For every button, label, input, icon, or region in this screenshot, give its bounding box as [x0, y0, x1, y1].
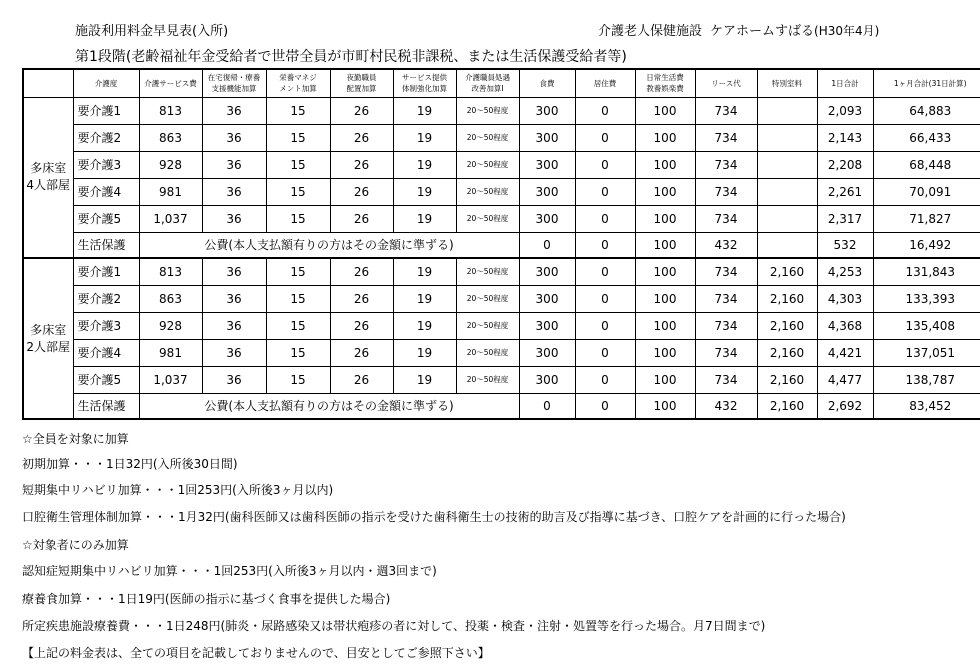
room-type-cell: 多床室 4人部屋: [23, 97, 73, 258]
day-total-cell: 2,317: [817, 205, 873, 232]
lease-cell: 432: [695, 393, 757, 419]
day-total-cell: 2,093: [817, 97, 873, 124]
table-row: [23, 151, 980, 178]
column-header: 介護サービス費: [139, 69, 202, 97]
residence-cell: 0: [575, 258, 635, 285]
month-total-cell: 68,448: [873, 151, 980, 178]
residence-cell: 0: [575, 205, 635, 232]
night-cell: 26: [330, 205, 393, 232]
home-cell: 36: [202, 151, 266, 178]
day-total-cell: 2,692: [817, 393, 873, 419]
facility-header: [598, 20, 879, 39]
column-header: 特別室料: [757, 69, 817, 97]
table-row: [23, 178, 980, 205]
corner-cell: [23, 69, 73, 97]
home-cell: 36: [202, 339, 266, 366]
food-cell: 300: [519, 97, 575, 124]
residence-cell: 0: [575, 97, 635, 124]
system-cell: 19: [393, 151, 456, 178]
treatment-cell: 20～50程度: [456, 366, 519, 393]
nutrition-cell: 15: [266, 151, 330, 178]
nutrition-cell: 15: [266, 205, 330, 232]
nutrition-cell: 15: [266, 366, 330, 393]
day-total-cell: 2,261: [817, 178, 873, 205]
public-expense-cell: 公費(本人支払額有りの方はその金額に準ずる): [139, 232, 519, 258]
residence-cell: 0: [575, 312, 635, 339]
care-level-cell: 要介護5: [73, 205, 139, 232]
system-cell: 19: [393, 285, 456, 312]
service-cell: 813: [139, 258, 202, 285]
service-cell: 863: [139, 285, 202, 312]
day-total-cell: 2,208: [817, 151, 873, 178]
system-cell: 19: [393, 258, 456, 285]
month-total-cell: 70,091: [873, 178, 980, 205]
care-level-cell: 要介護1: [73, 258, 139, 285]
column-header: 食費: [519, 69, 575, 97]
special-cell: [757, 124, 817, 151]
home-cell: 36: [202, 178, 266, 205]
daily-cell: 100: [635, 339, 695, 366]
service-cell: 928: [139, 151, 202, 178]
note-item: 所定疾患施設療養費・・・1日248円(肺炎・尿路感染又は帯状疱疹の者に対して、投薬・検査・注射・処置等を行った場合。月7日間まで): [22, 619, 766, 633]
column-header: リース代: [695, 69, 757, 97]
night-cell: 26: [330, 97, 393, 124]
day-total-cell: 2,143: [817, 124, 873, 151]
note-item: 短期集中リハビリ加算・・・1回253円(入所後3ヶ月以内): [22, 483, 334, 497]
special-cell: [757, 205, 817, 232]
night-cell: 26: [330, 124, 393, 151]
lease-cell: 734: [695, 285, 757, 312]
note-item: 療養食加算・・・1日19円(医師の指示に基づく食事を提供した場合): [22, 592, 391, 606]
note-item: 初期加算・・・1日32円(入所後30日間): [22, 457, 238, 471]
night-cell: 26: [330, 339, 393, 366]
table-row: [23, 366, 980, 393]
daily-cell: 100: [635, 178, 695, 205]
nutrition-cell: 15: [266, 178, 330, 205]
lease-cell: 734: [695, 366, 757, 393]
daily-cell: 100: [635, 97, 695, 124]
lease-cell: 734: [695, 124, 757, 151]
service-cell: 1,037: [139, 366, 202, 393]
table-row: [23, 97, 980, 124]
home-cell: 36: [202, 124, 266, 151]
table-row: [23, 339, 980, 366]
treatment-cell: 20～50程度: [456, 339, 519, 366]
day-total-cell: 4,421: [817, 339, 873, 366]
residence-cell: 0: [575, 339, 635, 366]
system-cell: 19: [393, 339, 456, 366]
column-header: 在宅復帰・療養 支援機能加算: [202, 69, 266, 97]
care-level-cell: 要介護3: [73, 312, 139, 339]
lease-cell: 734: [695, 178, 757, 205]
treatment-cell: 20～50程度: [456, 312, 519, 339]
table-row: [23, 124, 980, 151]
room-type-cell: 多床室 2人部屋: [23, 258, 73, 419]
system-cell: 19: [393, 205, 456, 232]
home-cell: 36: [202, 312, 266, 339]
treatment-cell: 20～50程度: [456, 178, 519, 205]
daily-cell: 100: [635, 232, 695, 258]
service-cell: 928: [139, 312, 202, 339]
care-level-cell: 要介護3: [73, 151, 139, 178]
lease-cell: 432: [695, 232, 757, 258]
care-level-cell: 要介護2: [73, 285, 139, 312]
day-total-cell: 4,368: [817, 312, 873, 339]
month-total-cell: 138,787: [873, 366, 980, 393]
column-header: 1日合計: [817, 69, 873, 97]
special-cell: 2,160: [757, 366, 817, 393]
care-level-cell: 要介護2: [73, 124, 139, 151]
care-level-cell: 生活保護: [73, 393, 139, 419]
lease-cell: 734: [695, 339, 757, 366]
lease-cell: 734: [695, 205, 757, 232]
note-item: 認知症短期集中リハビリ加算・・・1回253円(入所後3ヶ月以内・週3回まで): [22, 564, 437, 578]
month-total-cell: 137,051: [873, 339, 980, 366]
residence-cell: 0: [575, 124, 635, 151]
residence-cell: 0: [575, 178, 635, 205]
notes-heading: ☆全員を対象に加算: [22, 432, 129, 446]
lease-cell: 734: [695, 151, 757, 178]
day-total-cell: 4,477: [817, 366, 873, 393]
table-row: [23, 285, 980, 312]
special-cell: 2,160: [757, 312, 817, 339]
disclaimer: 【上記の料金表は、全ての項目を記載しておりませんので、目安としてご参照下さい】: [22, 646, 490, 660]
care-level-cell: 要介護4: [73, 339, 139, 366]
residence-cell: 0: [575, 232, 635, 258]
treatment-cell: 20～50程度: [456, 124, 519, 151]
table-row: [23, 312, 980, 339]
column-header: 日常生活費 教養娯楽費: [635, 69, 695, 97]
month-total-cell: 131,843: [873, 258, 980, 285]
food-cell: 300: [519, 178, 575, 205]
system-cell: 19: [393, 366, 456, 393]
month-total-cell: 71,827: [873, 205, 980, 232]
column-header: 居住費: [575, 69, 635, 97]
special-cell: 2,160: [757, 393, 817, 419]
food-cell: 300: [519, 124, 575, 151]
daily-cell: 100: [635, 151, 695, 178]
service-cell: 981: [139, 178, 202, 205]
column-header: 介護度: [73, 69, 139, 97]
facility-name: ケアホームすばる: [710, 24, 815, 39]
stage-description: 第1段階(老齢福祉年金受給者で世帯全員が市町村民税非課税、または生活保護受給者等): [75, 49, 627, 65]
residence-cell: 0: [575, 366, 635, 393]
notes-heading: ☆対象者にのみ加算: [22, 538, 129, 552]
welfare-row: [23, 232, 980, 258]
home-cell: 36: [202, 258, 266, 285]
revision-date: (H30年4月): [814, 24, 880, 38]
column-header: サービス提供 体制強化加算: [393, 69, 456, 97]
nutrition-cell: 15: [266, 312, 330, 339]
special-cell: [757, 97, 817, 124]
food-cell: 300: [519, 258, 575, 285]
care-level-cell: 要介護4: [73, 178, 139, 205]
system-cell: 19: [393, 97, 456, 124]
header-row: [23, 69, 980, 97]
welfare-row: [23, 393, 980, 419]
table-row: [23, 205, 980, 232]
special-cell: [757, 232, 817, 258]
daily-cell: 100: [635, 258, 695, 285]
residence-cell: 0: [575, 285, 635, 312]
month-total-cell: 66,433: [873, 124, 980, 151]
note-item: 口腔衛生管理体制加算・・・1月32円(歯科医師又は歯科医師の指示を受けた歯科衛生士の技術的助言及び指導に基づき、口腔ケアを計画的に行った場合): [22, 510, 846, 524]
food-cell: 300: [519, 312, 575, 339]
nutrition-cell: 15: [266, 97, 330, 124]
lease-cell: 734: [695, 312, 757, 339]
care-level-cell: 要介護5: [73, 366, 139, 393]
care-level-cell: 生活保護: [73, 232, 139, 258]
column-header: 栄養マネジ メント加算: [266, 69, 330, 97]
lease-cell: 734: [695, 258, 757, 285]
month-total-cell: 16,492: [873, 232, 980, 258]
daily-cell: 100: [635, 366, 695, 393]
night-cell: 26: [330, 151, 393, 178]
food-cell: 0: [519, 232, 575, 258]
system-cell: 19: [393, 312, 456, 339]
night-cell: 26: [330, 312, 393, 339]
residence-cell: 0: [575, 393, 635, 419]
special-cell: [757, 178, 817, 205]
daily-cell: 100: [635, 205, 695, 232]
service-cell: 863: [139, 124, 202, 151]
column-header: 1ヶ月合計(31日計算): [873, 69, 980, 97]
night-cell: 26: [330, 258, 393, 285]
nutrition-cell: 15: [266, 124, 330, 151]
service-cell: 981: [139, 339, 202, 366]
lease-cell: 734: [695, 97, 757, 124]
nutrition-cell: 15: [266, 339, 330, 366]
night-cell: 26: [330, 366, 393, 393]
special-cell: [757, 151, 817, 178]
daily-cell: 100: [635, 393, 695, 419]
special-cell: 2,160: [757, 258, 817, 285]
daily-cell: 100: [635, 285, 695, 312]
daily-cell: 100: [635, 124, 695, 151]
day-total-cell: 4,253: [817, 258, 873, 285]
residence-cell: 0: [575, 151, 635, 178]
facility-label: 介護老人保健施設: [598, 24, 703, 39]
special-cell: 2,160: [757, 339, 817, 366]
care-level-cell: 要介護1: [73, 97, 139, 124]
food-cell: 0: [519, 393, 575, 419]
home-cell: 36: [202, 285, 266, 312]
column-header: 介護職員処遇 改善加算Ⅰ: [456, 69, 519, 97]
special-cell: 2,160: [757, 285, 817, 312]
treatment-cell: 20～50程度: [456, 97, 519, 124]
daily-cell: 100: [635, 312, 695, 339]
home-cell: 36: [202, 366, 266, 393]
food-cell: 300: [519, 285, 575, 312]
public-expense-cell: 公費(本人支払額有りの方はその金額に準ずる): [139, 393, 519, 419]
day-total-cell: 4,303: [817, 285, 873, 312]
month-total-cell: 133,393: [873, 285, 980, 312]
month-total-cell: 64,883: [873, 97, 980, 124]
table-row: [23, 258, 980, 285]
food-cell: 300: [519, 151, 575, 178]
service-cell: 1,037: [139, 205, 202, 232]
home-cell: 36: [202, 205, 266, 232]
month-total-cell: 83,452: [873, 393, 980, 419]
food-cell: 300: [519, 205, 575, 232]
system-cell: 19: [393, 178, 456, 205]
home-cell: 36: [202, 97, 266, 124]
treatment-cell: 20～50程度: [456, 205, 519, 232]
document-title: 施設利用料金早見表(入所): [75, 24, 229, 39]
service-cell: 813: [139, 97, 202, 124]
night-cell: 26: [330, 285, 393, 312]
treatment-cell: 20～50程度: [456, 258, 519, 285]
nutrition-cell: 15: [266, 258, 330, 285]
nutrition-cell: 15: [266, 285, 330, 312]
food-cell: 300: [519, 366, 575, 393]
month-total-cell: 135,408: [873, 312, 980, 339]
day-total-cell: 532: [817, 232, 873, 258]
treatment-cell: 20～50程度: [456, 151, 519, 178]
treatment-cell: 20～50程度: [456, 285, 519, 312]
night-cell: 26: [330, 178, 393, 205]
system-cell: 19: [393, 124, 456, 151]
column-header: 夜勤職員 配置加算: [330, 69, 393, 97]
food-cell: 300: [519, 339, 575, 366]
fee-table: [22, 68, 980, 420]
